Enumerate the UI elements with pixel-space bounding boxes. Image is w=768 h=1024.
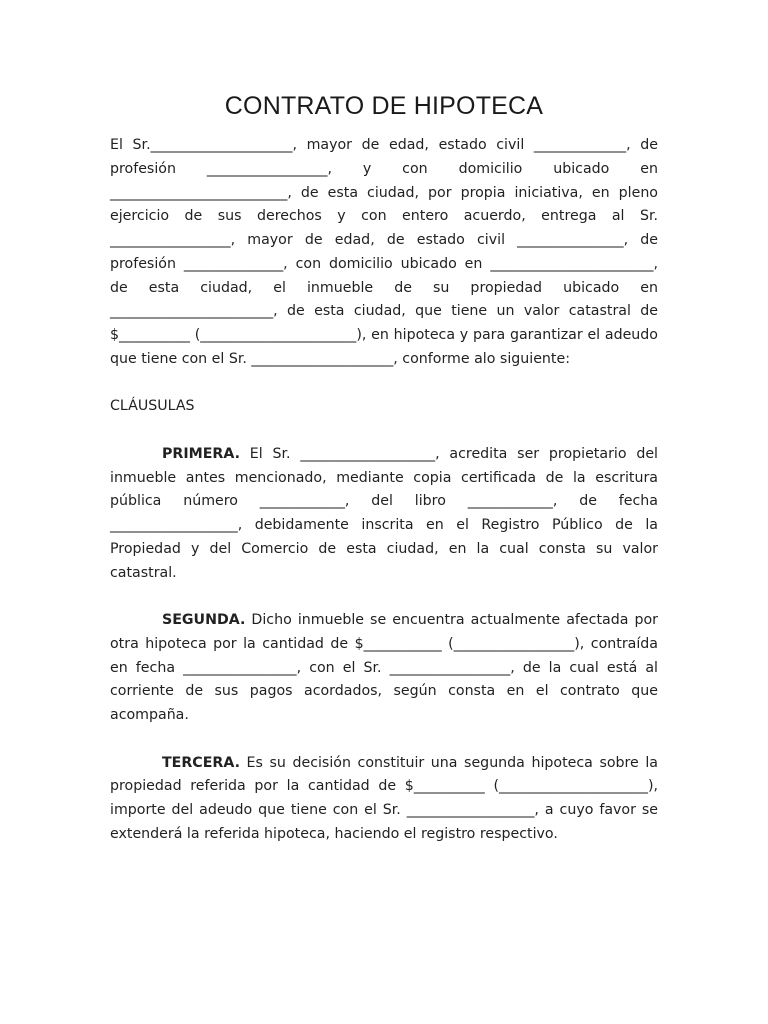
document-title: CONTRATO DE HIPOTECA (224, 92, 544, 120)
clause-segunda-label: SEGUNDA. (162, 612, 246, 628)
clause-segunda (110, 609, 658, 728)
clausulas-heading: CLÁUSULAS (110, 398, 195, 415)
clause-primera-text: El Sr. ___________________, acredita ser propietario del inmueble antes mencionado, mediante copia certificada de la escritura pública número ____________, del libro ____________, de fecha __________________, debidamente inscrita en el Registro Público de la Propiedad y del Comercio de esta ciudad, en la cual consta su valor catastral. (110, 445, 658, 581)
clause-primera (110, 443, 658, 586)
contract-body (110, 134, 658, 847)
clause-tercera (110, 752, 658, 847)
intro-paragraph: El Sr.____________________, mayor de edad, estado civil _____________, de profesión _________________, y con domicilio ubicado en _________________________, de esta ciudad, por propia iniciativa, en pleno ejercicio de sus derechos y con entero acuerdo, entrega al Sr. _________________, mayor de edad, de estado civil _______________, de profesión ______________, con domicilio ubicado en _______________________, de esta ciudad, el inmueble de su propiedad ubicado en _______________________, de esta ciudad, que tiene un valor catastral de $__________ (______________________), en hipoteca y para garantizar el adeudo que tiene con el Sr. ____________________, conforme alo siguiente: (110, 137, 658, 367)
clause-segunda-text: Dicho inmueble se encuentra actualmente afectada por otra hipoteca por la cantidad de $___________ (_________________), contraída en fecha ________________, con el Sr. _________________, de la cual está al corriente de sus pagos acordados, según consta en el contrato que acompaña. (110, 612, 658, 723)
clause-primera-label: PRIMERA. (162, 445, 240, 462)
clause-tercera-text: Es su decisión constituir una segunda hipoteca sobre la propiedad referida por la cantidad de $__________ (_____________________), importe del adeudo que tiene con el Sr. __________________, a cuyo favor se extenderá la referida hipoteca, haciendo el registro respectivo. (110, 754, 658, 842)
clause-tercera-label: TERCERA. (162, 754, 240, 771)
